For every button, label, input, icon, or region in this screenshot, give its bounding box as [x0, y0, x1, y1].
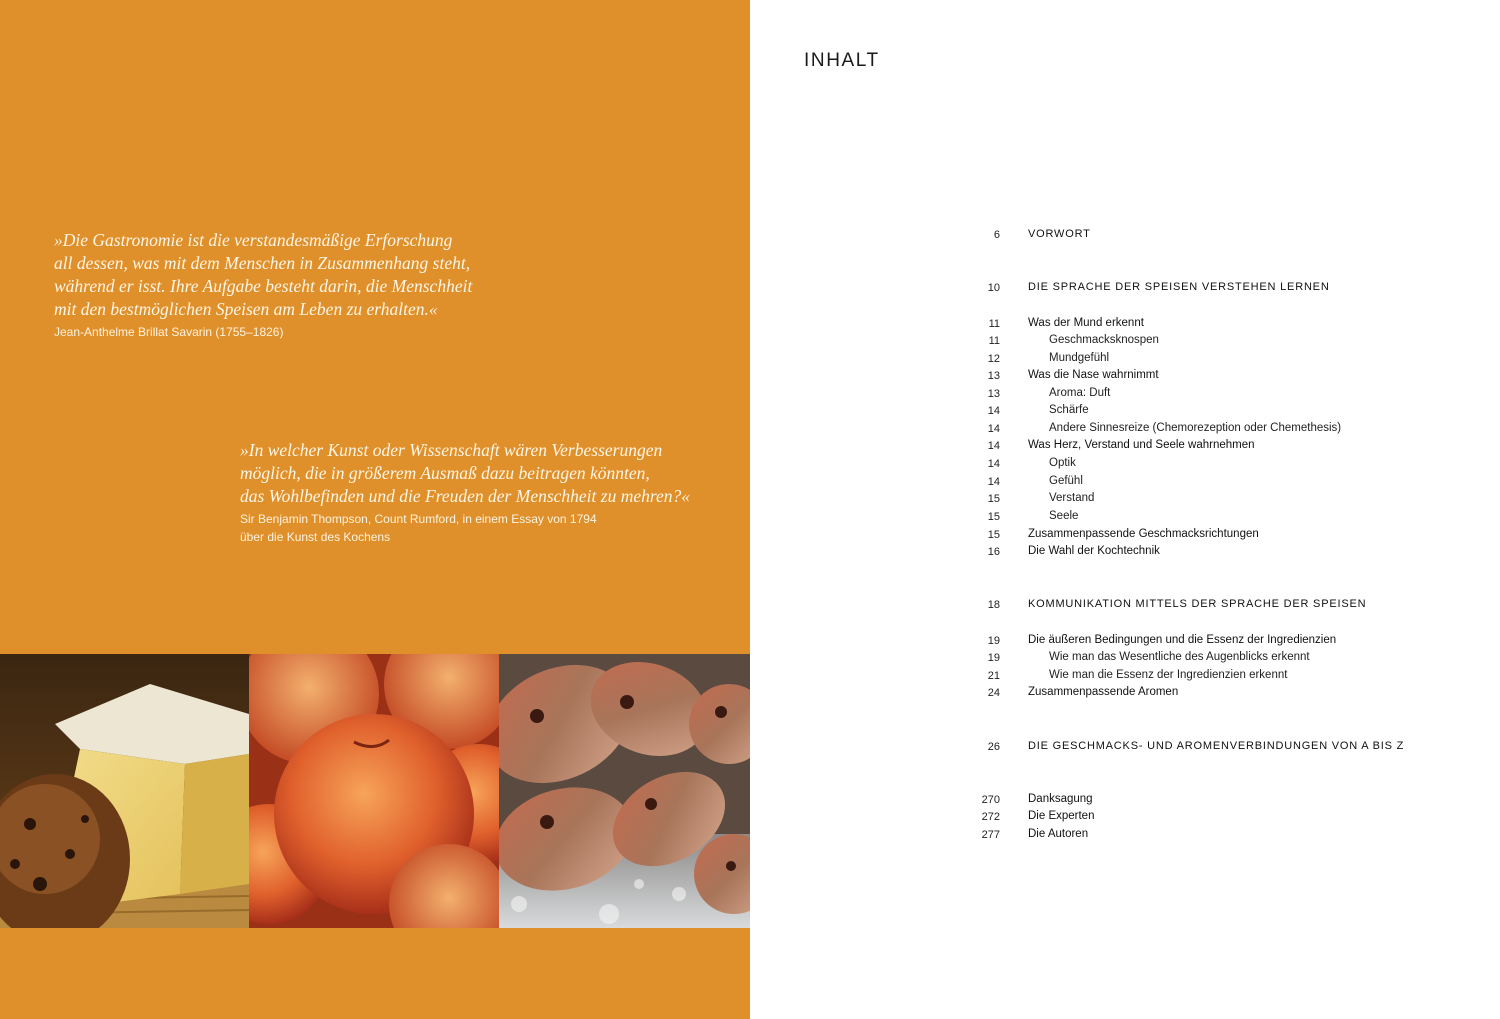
toc-entry-title: DIE GESCHMACKS- UND AROMENVERBINDUNGEN VON A BIS Z	[1028, 740, 1405, 752]
toc-entry	[750, 545, 1500, 561]
toc-entry-title: Danksagung	[1028, 793, 1093, 805]
toc-page-number: 26	[987, 741, 1000, 753]
toc-page-number: 272	[981, 811, 1000, 823]
toc-entry	[750, 686, 1500, 702]
toc-entry	[750, 492, 1500, 508]
toc-page-number: 15	[987, 511, 1000, 523]
photo-cheese-bread	[0, 654, 249, 928]
toc-entry-title: Gefühl	[1049, 475, 1083, 487]
toc-entry	[750, 404, 1500, 420]
toc-page-number: 11	[988, 335, 1000, 347]
quote-line: während er isst. Ihre Aufgabe besteht darin, die Menschheit	[54, 276, 473, 296]
toc-entry-title: Wie man das Wesentliche des Augenblicks erkennt	[1049, 651, 1310, 663]
toc-entry-title: Die Experten	[1028, 810, 1095, 822]
toc-entry-title: Aroma: Duft	[1049, 387, 1111, 399]
toc-entry-title: Seele	[1049, 510, 1079, 522]
photo-strip	[0, 654, 750, 928]
toc-page-number: 13	[987, 370, 1000, 382]
toc-entry-title: Die Wahl der Kochtechnik	[1028, 545, 1160, 557]
toc-page-number: 15	[987, 493, 1000, 505]
right-page	[750, 0, 1500, 1019]
toc-page-number: 14	[987, 458, 1000, 470]
quote-source	[240, 511, 690, 546]
toc-entry	[750, 634, 1500, 650]
toc-entry	[750, 422, 1500, 438]
toc-entry	[750, 793, 1500, 809]
toc-page-number: 10	[987, 282, 1000, 294]
toc-entry-title: Wie man die Essenz der Ingredienzien erkennt	[1049, 669, 1288, 681]
toc-page-number: 14	[987, 423, 1000, 435]
toc-entry-title: Zusammenpassende Geschmacksrichtungen	[1028, 528, 1259, 540]
quote-line: »Die Gastronomie ist die verstandesmäßige Erforschung	[54, 230, 453, 250]
toc-entry-title: Die äußeren Bedingungen und die Essenz der Ingredienzien	[1028, 634, 1337, 646]
toc-page-number: 14	[987, 405, 1000, 417]
toc-entry	[750, 598, 1500, 614]
toc-entry	[750, 651, 1500, 667]
toc-page-number: 11	[988, 318, 1000, 330]
toc-entry	[750, 828, 1500, 844]
toc-page-number: 13	[987, 388, 1000, 400]
toc-entry	[750, 352, 1500, 368]
toc-entry	[750, 669, 1500, 685]
toc-entry-title: Die Autoren	[1028, 828, 1089, 840]
toc-entry	[750, 510, 1500, 526]
toc-entry	[750, 334, 1500, 350]
toc-page-number: 14	[987, 440, 1000, 452]
quote-line: »In welcher Kunst oder Wissenschaft wären Verbesserungen	[240, 440, 663, 460]
toc-entry-title: Zusammenpassende Aromen	[1028, 686, 1179, 698]
toc-entry-title: DIE SPRACHE DER SPEISEN VERSTEHEN LERNEN	[1028, 281, 1330, 293]
toc-entry	[750, 228, 1500, 244]
toc-entry-title: VORWORT	[1028, 228, 1091, 240]
toc-page-number: 15	[987, 529, 1000, 541]
toc-entry-title: Verstand	[1049, 492, 1095, 504]
toc-entry	[750, 369, 1500, 385]
toc-page-number: 12	[987, 353, 1000, 365]
quote-line: das Wohlbefinden und die Freuden der Menschheit zu mehren?«	[240, 486, 691, 506]
toc-page-number: 16	[987, 546, 1000, 558]
quote-text	[54, 229, 472, 321]
toc-page-number: 6	[993, 229, 1000, 241]
toc-entry	[750, 528, 1500, 544]
toc-entry	[750, 740, 1500, 756]
toc-entry-title: Schärfe	[1049, 404, 1089, 416]
toc-entry	[750, 810, 1500, 826]
toc-entry	[750, 439, 1500, 455]
toc-entry	[750, 457, 1500, 473]
toc-entry-title: Was Herz, Verstand und Seele wahrnehmen	[1028, 439, 1255, 451]
toc-page-number: 19	[987, 635, 1000, 647]
quote-line: mit den bestmöglichen Speisen am Leben zu erhalten.«	[54, 299, 438, 319]
quote-rumford	[240, 439, 690, 546]
toc-page-number: 19	[987, 652, 1000, 664]
toc-page-number: 277	[981, 829, 1000, 841]
toc-entry-title: Was der Mund erkennt	[1028, 317, 1144, 329]
toc-page-number: 24	[987, 687, 1000, 699]
quote-source-line: über die Kunst des Kochens	[240, 529, 391, 544]
quote-source	[54, 324, 472, 342]
toc-entry-title: Mundgefühl	[1049, 352, 1110, 364]
quote-source-line: Jean-Anthelme Brillat Savarin (1755–1826)	[54, 325, 284, 339]
toc-entry	[750, 387, 1500, 403]
toc-entry	[750, 317, 1500, 333]
toc-page-number: 18	[987, 599, 1000, 611]
quote-line: möglich, die in größerem Ausmaß dazu beitragen könnten,	[240, 463, 650, 483]
toc-entry	[750, 475, 1500, 491]
toc-page-number: 21	[987, 670, 1000, 682]
quote-brillat-savarin	[54, 229, 472, 342]
toc-entry-title: Andere Sinnesreize (Chemorezeption oder Chemethesis)	[1049, 422, 1342, 434]
toc-heading: INHALT	[804, 50, 880, 71]
toc-entry-title: Was die Nase wahrnimmt	[1028, 369, 1159, 381]
toc-page-number: 14	[987, 476, 1000, 488]
quote-text	[240, 439, 690, 508]
toc-entry	[750, 281, 1500, 297]
quote-line: all dessen, was mit dem Menschen in Zusammenhang steht,	[54, 253, 471, 273]
quote-source-line: Sir Benjamin Thompson, Count Rumford, in einem Essay von 1794	[240, 512, 597, 526]
toc-entry-title: KOMMUNIKATION MITTELS DER SPRACHE DER SPEISEN	[1028, 598, 1367, 610]
photo-fish-on-ice	[499, 654, 750, 928]
toc-entry-title: Optik	[1049, 457, 1076, 469]
toc-entry-title: Geschmacksknospen	[1049, 334, 1159, 346]
photo-peaches	[249, 654, 499, 928]
toc-page-number: 270	[981, 794, 1000, 806]
